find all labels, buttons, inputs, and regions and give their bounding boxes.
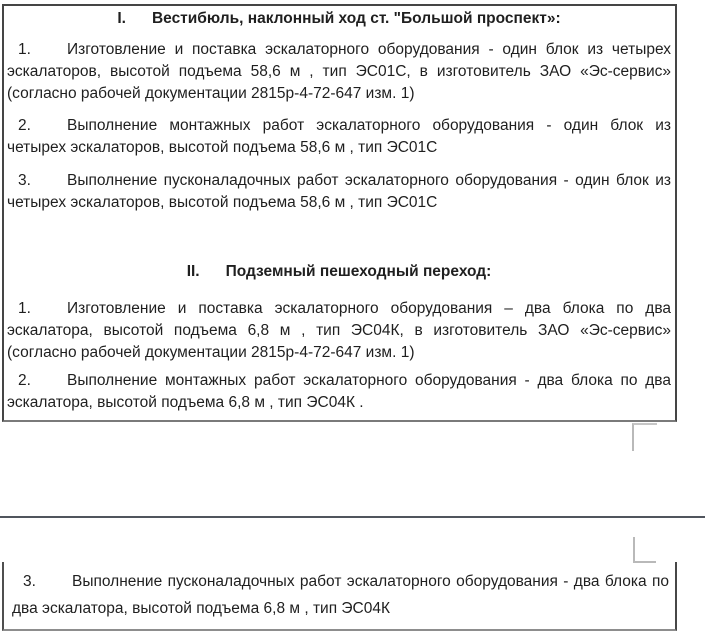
list-item-text: Изготовление и поставка эскалаторного оборудования - один блок из четырех эскалаторов, высотой подъема 58,6 м , тип ЭС01С, в изготовитель ЗАО «Эс-сервис» (согласно рабочей документации 2815р-4-72-647 изм. 1) [7,41,671,102]
list-item-number: 1. [18,300,31,317]
list-item-text: Изготовление и поставка эскалаторного оборудования – два блока по два эскалатора, высотой подъема 6,8 м , тип ЭС04К, в изготовитель ЗАО «Эс-сервис» (согласно рабочей документации 2815р-4-72-647 изм. 1) [7,300,671,361]
list-item [7,298,671,364]
list-item [7,39,671,105]
text-boundary-corner-mark-bottom [633,537,656,563]
list-item [7,370,671,414]
list-item-text: Выполнение монтажных работ эскалаторного оборудования - один блок из четырех эскалаторов, высотой подъема 58,6 м , тип ЭС01С [7,117,671,156]
list-item-text: Выполнение пусконаладочных работ эскалаторного оборудования - два блока по два эскалатора, высотой подъема 6,8 м , тип ЭС04К [12,573,669,617]
list-item-number: 3. [23,573,36,590]
section-1-heading [7,8,671,30]
text-boundary-corner-mark-top [632,423,657,451]
list-item-number: 2. [18,117,31,134]
list-item-number: 1. [18,41,31,58]
document-table-cell-page1 [2,4,677,422]
section-2-title: Подземный пешеходный переход: [225,263,492,280]
page-break-separator-line [0,516,705,518]
list-item [7,115,671,159]
list-item-number: 2. [18,372,31,389]
document-table-cell-page2 [2,562,677,631]
section-2-heading [7,261,671,283]
section-2-number: II. [186,263,200,280]
section-1-number: I. [117,10,126,27]
list-item-number: 3. [18,172,31,189]
list-item [7,170,671,214]
list-item-text: Выполнение пусконаладочных работ эскалаторного оборудования - один блок из четырех эскалаторов, высотой подъема 58,6 м , тип ЭС01С [7,172,671,211]
list-item [12,568,669,622]
list-item-text: Выполнение монтажных работ эскалаторного оборудования - два блока по два эскалатора, высотой подъема 6,8 м , тип ЭС04К . [7,372,671,411]
section-1-title: Вестибюль, наклонный ход ст. "Большой проспект»: [151,10,561,27]
